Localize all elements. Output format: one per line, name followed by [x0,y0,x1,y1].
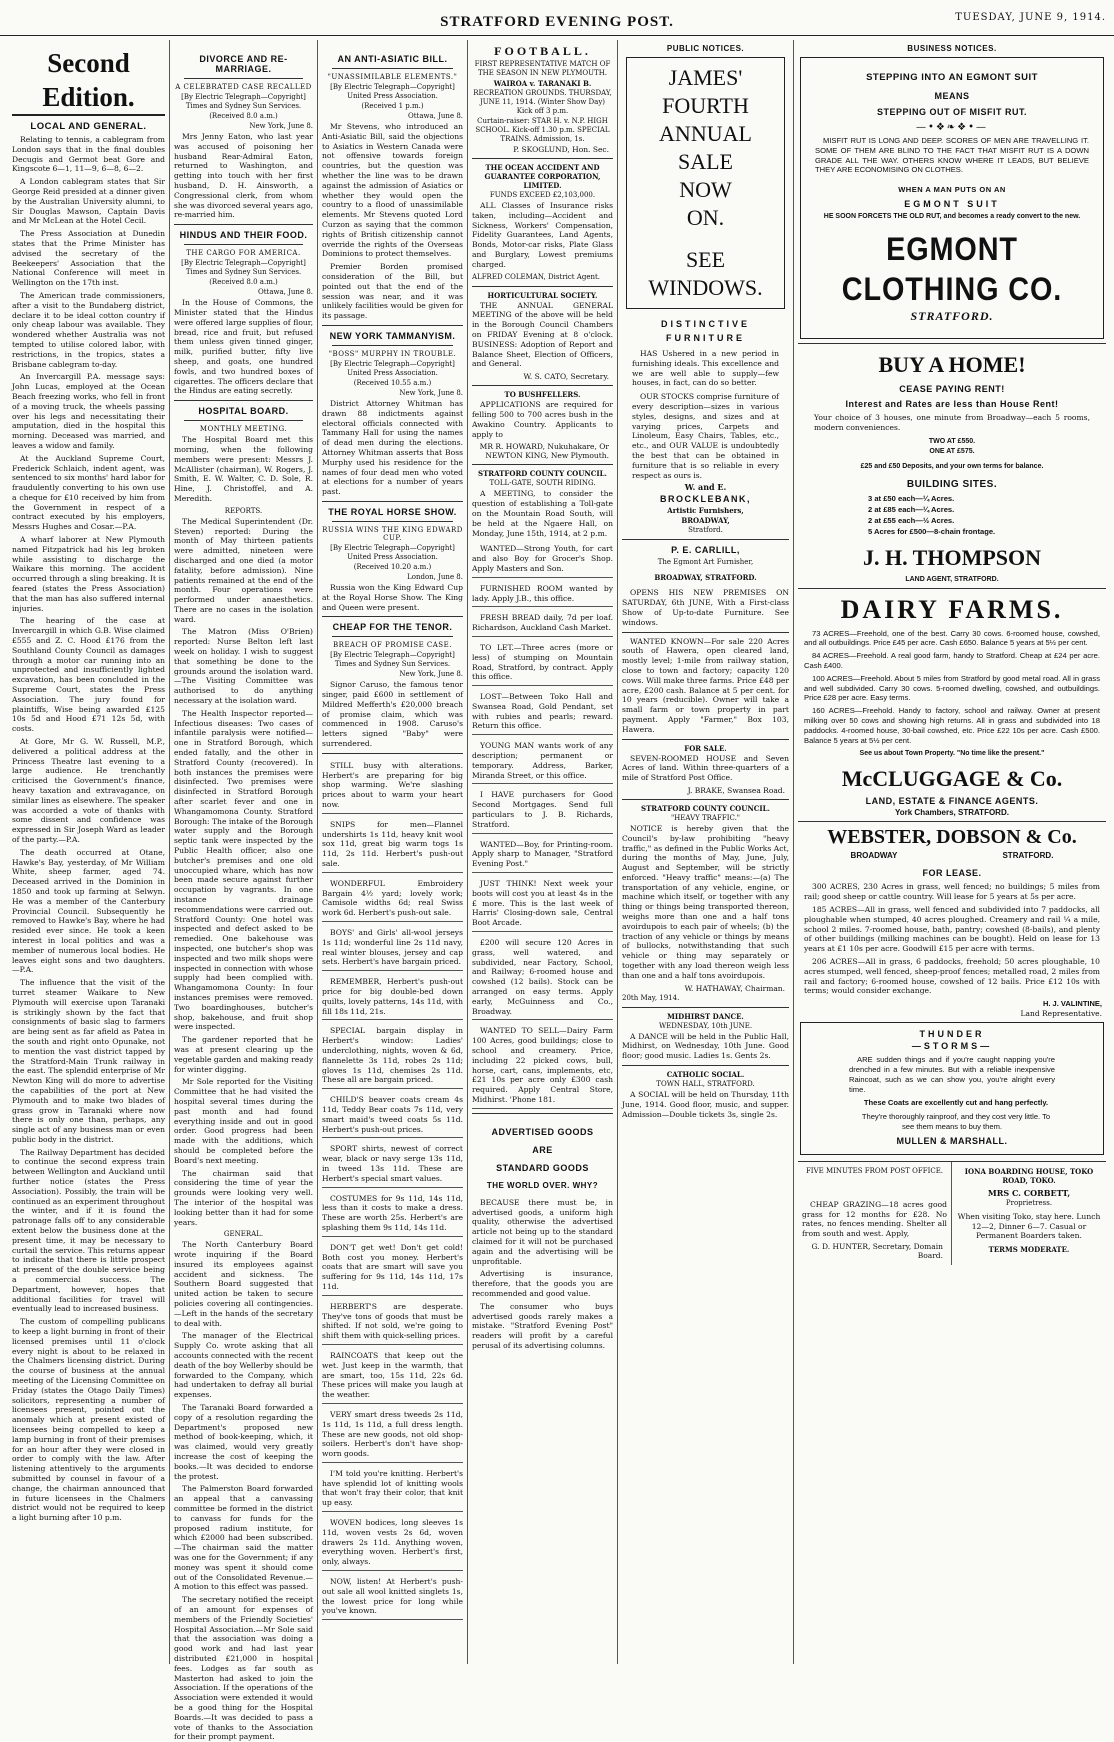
thunder-rainproof: They're thoroughly rainproof, and they cost very little. To see them means to buy them. [861,1112,1051,1131]
brocklebank-street: BROADWAY, [681,516,730,526]
see-windows-line: WINDOWS. [648,275,763,300]
valintine-title: Land Representative. [1020,1009,1102,1019]
article-text: The Hospital Board met this morning, when the following members were present: Messrs J. McAllister (chairman), W. Rogers, J. Smith, E. W. Walter, C. D. Sole, R. Hine, J. Christoffel, and A. Meredith. [174,435,313,503]
dairy-farm-item: 73 ACRES—Freehold, one of the best. Carry 30 cows. 6-roomed house, cowshed, and all outbuildings. Price £45 per acre. Cash £650. Balance 5 years at 5½ per cent. [804,628,1100,648]
dateline: New York, June 8. [249,122,313,130]
public-notices-heading: PUBLIC NOTICES. [666,44,745,53]
egmont-town: STRATFORD. [910,309,994,324]
subhead-russia-wins: RUSSIA WINS THE KING EDWARD CUP. [322,525,463,542]
horticultural-heading: HORTICULTURAL SOCIETY. [487,290,598,300]
two-houses-price: TWO AT £550. [928,437,976,445]
heavy-traffic-heading: "HEAVY TRAFFIC." [670,813,741,822]
received-time: (Received 1 p.m.) [361,102,424,110]
news-paragraph: The hearing of the case at Invercargill in which G.B. Wise claimed £555 and Z. C. Hood £176 from the Southland County Council as damages through a motor car running into an unprotected and insufficiently lighted excavation, has been concluded in the Supreme Court, states the Press Association. The jury found for plaintiffs, Wise being awarded £125 10s 5d and Hood £71 12s 5d, with costs. [12,616,165,734]
bushfellers-text: APPLICATIONS are required for felling 500 to 700 acres bush in the Awakino Country. Applicants to apply to [472,400,613,439]
mccluggage-name: McCLUGGAGE & Co. [841,766,1063,792]
lease-item: 185 ACRES—All in grass, well fenced and subdivided into 7 paddocks, all ploughable when stumped, 40 acres ploughed. Creamery and rail ¼ a mile, school 2 miles. 7-roomed house, bath, pantry; cowshed (8-bails), and plenty of other buildings (milking machines can be bought). Held on lease for 13 years at £1 10s per acre. Goodwill £15 per acre with terms. [804,904,1100,954]
county-council-heading: STRATFORD COUNTY COUNCIL. [641,803,770,813]
furniture-text: OUR STOCKS comprise furniture of every description—sizes in various styles, designs, and sizes and at varying prices, Carpets and Linoleum, Easy Chairs, Tables, etc., etc., and OUR VALUE is undoubtedly the best that can be obtained in furniture that is so reliable in every respect as ours is. [632,392,779,480]
football-title: FOOTBALL. [494,44,591,58]
herberts-ad-item: SPORT shirts, newest of correct wear, black or navy serge 13s 11d, in tweed 13s 11d. These are Herbert's special smart values. [322,1141,463,1187]
egmont-clothing-ad [800,57,1104,339]
column-notices [468,40,618,1664]
news-paragraph: The American trade commissioners, after a visit to the Bundaberg district, declare it to be ideal cotton country if only cheap labour was available. They wondered whether Australia was not tempted to utilise colored labor, with restrictions, in the tropics, states a Brisbane cablegram to-day. [12,290,165,369]
column-cables-2 [318,40,468,1664]
terms-moderate: TERMS MODERATE. [988,1245,1070,1255]
dairy-farm-item: 100 ACRES—Freehold. About 5 miles from Stratford by good metal road. All in grass and well subdivided. Carry 30 cows. 5-roomed dwelling, cowshed, and outbuildings. Price £28 per acre. Easy terms. [804,673,1100,703]
edition-title: Second Edition. [12,46,165,116]
thunder-coats: These Coats are excellently cut and hang perfectly. [863,1098,1049,1108]
article-text: Mr Sole reported for the Visiting Committee that he had visited the hospital several times during the past month and had found everything inside and out in good order. Good progress had been made with the additions, which should be completed before the Board's next meeting. [174,1077,313,1165]
telegraph-credit: [By Electric Telegraph—Copyright] United Press Association. [330,83,455,100]
mullen-marshall: MULLEN & MARSHALL. [896,1135,1008,1146]
news-paragraph: The death occurred at Otane, Hawke's Bay, yesterday, of Mr William White, sheep farmer, aged 74. Deceased arrived in the Dominion in 1850 and took up farming at Selwyn. He was a member of the Canterbury Provincial Council. Subsequently he removed to Hawke's Bay, where he had resided ever since. He took a keen interest in local politics and was a member of numerous local bodies. He leaves eight sons and two daughters. —P.A. [12,847,165,975]
telegraph-credit: [By Electric Telegraph—Copyright] Times and Sydney Sun Services. [181,259,306,277]
received-time: (Received 8.0 a.m.) [209,112,278,120]
insurance-text: ALL Classes of Insurance risks taken, including—Accident and Sickness, Workers' Compensation, Fidelity Guarantees, Land Agents, Bonds, Motor-car risks, Plate Glass and Burglary, Lowest premiums charged. [472,201,613,269]
advertised-text: Advertising is insurance, therefore, that the goods you are recommended and good value. [472,1269,613,1298]
headline-anti-asiatic: AN ANTI-ASIATIC BILL. [337,54,448,64]
egmont-text: MISFIT RUT IS LONG AND DEEP. SCORES OF MEN ARE TRAVELLING IT. SOME OF THEM ARE BLIND TO THE FACT THAT MISFIT RUT IS A DOWN GRADE ALL THE WAY. OTHERS KNOW WHERE IT LEADS, BUT BELIEVE THEY ARE ECONOMISING ON CLOTHES. [815,136,1089,175]
dateline: New York, June 8. [399,388,463,397]
cease-rent: CEASE PAYING RENT! [899,384,1005,394]
dairy-farms-heading: DAIRY FARMS. [840,594,1064,624]
herberts-ad-item: HERBERT'S are desperate. They've tons of goods that must be shifted. If not sold, we're going to shift them with quick-selling prices. [322,1299,463,1345]
catholic-social-venue: TOWN HALL, STRATFORD. [656,1080,755,1089]
herberts-ad-item: RAINCOATS that keep out the wet. Just keep in the warmth, that are smart, too, 15s 11d, 22s 6d. These prices will make you laugh at the weather. [322,1348,463,1404]
classified-ads [472,541,613,1108]
webster-name: WEBSTER, DOBSON & Co. [827,826,1077,849]
headline-hospital-board: HOSPITAL BOARD. [198,406,289,417]
furniture-text: HAS Ushered in a new period in furnishing ideals. This excellence and we are well able to supply—few houses, in fact, can do so better. [632,349,779,388]
article-text: The Palmerston Board forwarded an appeal that a canvassing committee be formed in the district to canvass for funds for the proposed radium institute, for which £2000 had been subscribed.—The chairman said the matter was one for the Government; if any money was spent it should come out of the Consolidated Revenue.—A motion to this effect was passed. [174,1484,313,1592]
received-time: (Received 10.20 a.m.) [353,562,432,571]
brocklebank-initials: W. and E. [684,482,727,493]
news-paragraph: An Invercargill P.A. message says: John Lucas, employed at the Ocean Beach freezing works, who fell in front of a moving truck, the wheels passing over his legs and necessitating their amputation, died in the hospital this morning. Deceased was married, and leaves a widow and family. [12,372,165,450]
advertised-goods-are: ARE [532,1144,553,1155]
headline-divorce: DIVORCE AND RE-MARRIAGE. [199,54,288,74]
midhirst-text: A DANCE will be held in the Public Hall, Midhirst, on Wednesday, 10th June. Good floor; good music. Ladies 1s. Gents 2s. [622,1031,789,1061]
horticultural-text: THE ANNUAL GENERAL MEETING of the above will be held in the Borough Council Chambers on FRIDAY Evening at 8 o'clock. BUSINESS: Adoption of Report and Balance Sheet, Election of Officers, and General. [472,300,613,369]
standard-goods-heading: STANDARD GOODS [496,1162,589,1173]
midhirst-date: WEDNESDAY, 10th JUNE. [658,1021,753,1030]
article-text: In the House of Commons, the Minister stated that the Hindus were offered large supplies of flour, bread, rice and fruit, but refused them unless given tinned ginger, milk, purified butter, fifty live sheep, and goats, one hundred fowls, and two hundred boxes of cigarettes. The officers declare that the Hindus are eating secretly. [174,298,313,396]
advertised-text: The consumer who buys advertised goods rarely makes a mistake. "Stratford Evening Post" readers will profit by a careful perusal of its advertising columns. [472,1301,613,1350]
grazing-text: CHEAP GRAZING—18 acres good grass for 12 months for £28. No rates, no fences mending. Shelter all from south and west. Apply, [802,1199,947,1239]
article-text: The Health Inspector reported—Infectious diseases: Two cases of infantile paralysis were notified—one in Stratford Borough, which ended fatally, and the other in Stratford County (recovered). In both instances the premises were disinfected. Two premises were disinfected in Stratford Borough after scarlet fever and one in Whangamomona County. Stratford Borough: The intake of the Borough water supply and the Borough septic tank were inspected by the Public Health officer, also one butcher's premises and one old unoccupied whare, which has now been made secure against further occupation by vagrants. In one instance drainage recommendations were carried out. Stratford County: One hotel was inspected and defect asked to be remedied. One bakehouse was inspected, one butcher's shop was inspected and two milk shops were inspected in connection with whose supply had been complied with. Whangamomona County: In four instances premises were removed. Two boardinghouses, butcher's shop, bakehouse, and fruit shop were inspected. [174,708,313,1032]
building-sites-list [868,493,1106,537]
herberts-ad-item: CHILD'S beaver coats cream 4s 11d, Teddy Bear coats 7s 11d, very smart maid's tweed coats 5s 11d. Herbert's push-out prices. [322,1092,463,1138]
received-time: (Received 10.55 a.m.) [353,378,432,387]
news-paragraphs [12,135,165,1523]
subhead-breach: BREACH OF PROMISE CASE. [333,641,452,650]
brocklebank-trade: Artistic Furnishers, [667,506,744,516]
insurance-funds: FUNDS EXCEED £2,103,000. [489,191,596,199]
herberts-ad-item: WOVEN bodices, long sleeves 1s 11d, woven vests 2s 6d, woven drawers 2s 11d. Anything woven, everything woven. Herbert's first, only, always. [322,1515,463,1571]
egmont-when: WHEN A MAN PUTS ON AN [898,185,1006,195]
article-text: Russia won the King Edward Cup at the Royal Horse Show. The King and Queen were present. [322,582,463,612]
thompson-name: J. H. THOMPSON [862,544,1042,570]
mccluggage-trade: LAND, ESTATE & FINANCE AGENTS. [865,796,1039,807]
dairy-footer: See us about Town Property. "No time like the present." [859,750,1045,758]
dateline: London, June 8. [407,572,463,581]
herberts-ad-item: SPECIAL bargain display in Herbert's window: Ladies' underclothing, nights, woven & 6d, flannelette 3s 11d, robes 2s 11d; gloves 1s 11d, chemises 2s 11d. These all are bargain priced. [322,1023,463,1089]
article-text: The North Canterbury Board wrote inquiring if the Board insured its employees against accident and sickness. The Southern Board suggested that united action be taken to secure policies covering all contingencies.—Left in the hands of the secretary to deal with. [174,1240,313,1328]
classified-ad-item: WANTED—Strong Youth, for cart and also Boy for Grocer's Shop. Apply Masters and Son. [472,541,613,577]
news-paragraph: At Gore, Mr G. W. Russell, M.P., delivered a political address at the Princess Theatre last evening to a large audience. He trenchantly criticised the Government's finance, heavy taxation and extravagance, on similar lines as elsewhere. The speaker was accorded a vote of thanks with some dissent and confidence was expressed in Sir Joseph Ward as leader of the party.—P.A. [12,737,165,844]
herberts-ad-item: STILL busy with alterations. Herbert's are preparing for big shop warming. We're slashing prices about to warm your heart now. [322,758,463,814]
iona-text: When visiting Toko, stay here. Lunch 12—2, Dinner 6—7. Casual or Permanent Boarders taken. [957,1211,1101,1241]
herberts-ad-item: REMEMBER, Herbert's push-out price for big double-bed down quilts, lovely patterns, 14s 11d, with fill 18s 11d, 21s. [322,974,463,1020]
carlill-name: P. E. CARLILL, [671,545,740,556]
building-site-item: 2 at £55 each—½ Acres. [868,515,955,525]
egmont-means: MEANS [934,91,970,101]
building-site-item: 3 at £50 each—¼ Acres. [868,493,955,503]
building-sites-heading: BUILDING SITES. [906,478,998,490]
classified-ad-item: TO LET.—Three acres (more or less) of stumping on Mountain Road, Stratford, by contract. Apply this office. [472,640,613,686]
egmont-forgets: HE SOON FORCETS THE OLD RUT, and becomes a ready convert to the new. [823,213,1081,221]
webster-street: BROADWAY [850,851,898,861]
football-teams: WAIROA v. TARANAKI B. [493,79,592,88]
bushfellers-heading: TO BUSHFELLERS. [504,390,581,400]
thompson-title: LAND AGENT, STRATFORD. [905,575,999,583]
herberts-ads [322,758,463,1620]
storms-heading: —STORMS— [911,1041,993,1052]
news-paragraph: Relating to tennis, a cablegram from London says that in the final doubles Decugis and Germot beat Gore and Kingscote 6—1, 11—9, 6—8, 6—2. [12,135,165,174]
egmont-headline: STEPPING INTO AN EGMONT SUIT [866,72,1038,83]
see-windows [627,246,784,302]
telegraph-credit: [By Electric Telegraph—Copyright] United Press Association. [330,359,455,377]
midhirst-heading: MIDHIRST DANCE. [667,1011,744,1021]
article-text: The Medical Superintendent (Dr. Steven) reported: During the month of May thirteen patients were admitted, nineteen were discharged and one died (a motor fatality, before admission). Nine patients remained at the end of the month. Four operations were performed under anaesthetics. There are no cases in the isolation ward. [174,516,313,624]
horticultural-secretary: W. S. CATO, Secretary. [523,372,609,382]
subhead-murphy: "BOSS" MURPHY IN TROUBLE. [328,349,457,358]
building-site-item: 2 at £85 each—¼ Acres. [868,504,955,514]
article-text: Premier Borden promised consideration of the Bill, but pointed out that the end of the session was near, and it was unlikely facilities would be given for its passage. [322,262,463,321]
brocklebank-town: Stratford. [688,526,723,535]
column-business-notices [794,40,1110,1664]
news-paragraph: The Railway Department has decided to continue the second express train between Wellington and Auckland until further notice (states the Press Association). Possibly, the train will be continued as an experiment throughout the winter, and if it is found the patronage falls off to any considerable extent below the business done at the present time, it may be necessary to curtail the service. This returns appear to indicate that there is little prospect at present of the double service being a commercial success. The Department, however, hopes that additional facilities for travel will eventually lead to increased business. [12,1147,165,1314]
james-sale-line: ANNUAL [659,121,752,146]
deposits-text: £25 and £50 Deposits, and your own terms for balance. [860,462,1044,470]
dateline: Ottawa, June 8. [257,288,313,297]
football-secretary: P. SKOGLUND, Hon. Sec. [513,145,609,154]
headline-tenor: CHEAP FOR THE TENOR. [332,622,453,633]
ornament-divider: —•❖❧❖•— [915,122,989,133]
egmont-misfit: STEPPING OUT OF MISFIT RUT. [876,107,1027,117]
column-local-general [8,40,170,1664]
heavy-traffic-text: NOTICE is hereby given that the Council's by-law prohibiting "heavy traffic," as defined in the Public Works Act, during the months of May, June, July, August and September, will be strictly enforced. "Heavy traffic" means:—(a) The transportation of any vehicle, engine, or machine which itself, or together with any thing or things being transported thereon, weighs more than one and a half tons avoirdupois to each pair of wheels; (b) the traction of any vehicle or things by means of bullocks, notwithstanding that such vehicle or thing may separately or together with any load thereon weigh less than one and a half tons avoirdupois. [622,823,789,980]
insurance-agent: ALFRED COLEMAN, District Agent. [472,272,601,281]
news-paragraph: The custom of compelling publicans to keep a light burning in front of their licensed premises until 11 o'clock every night is about to be relaxed in the Chalmers licensing district. During the course of business at the annual meeting of the Licensing Committee on Friday (states the Otago Daily Times) solicitors, representing a number of licensees present, pointed out the anomaly which at present existed of licensees being compelled to keep a lamp burning in front of their premises for an hour after they were closed in order to comply with the law. After listening attentively to the arguments submitted by counsel in favour of a change, the chairman announced that in future licensees in the Chalmers district would not be required to keep a light burning after 10 p.m. [12,1317,165,1523]
headline-tammany: NEW YORK TAMMANYISM. [329,330,456,341]
classified-ad-item: LOST—Between Toko Hall and Swansea Road, Gold Pendant, set with rubies and pearls; reward. Return this office. [472,689,613,735]
james-sale-line: JAMES' [668,65,743,90]
article-text: Signor Caruso, the famous tenor singer, paid £600 in settlement of Mildred Mefferth's £20,000 breach of promise claim, which was commenced in 1908. Caruso's letters signed "Baby" were surrendered. [322,680,463,749]
column-public-notices [618,40,794,1664]
mccluggage-address: York Chambers, STRATFORD. [895,808,1009,818]
lease-item: 300 ACRES, 230 Acres in grass, well fenced; no buildings; 5 miles from rail; good sheep or cattle country. Will lease for 5 years at 5s per acre. [804,882,1100,902]
houses-text: Your choice of 3 houses, one minute from Broadway—each 5 rooms, modern conveniences. [814,413,1090,432]
article-text: District Attorney Whitman has drawn 88 indictments against electoral officials connected with Tammany Hall for using the names of dead men during the elections. Attorney Whitman asserts that Boss Murphy used his residence for the names of four dead men who voted at elections for a number of years past. [322,398,463,497]
news-paragraph: The influence that the visit of the turret steamer Waikare to New Plymouth will exercise upon Taranaki is strikingly shown by the fact that consignments of basic slag to farmers are being sent as far afield as Patea in the south and right onto Opunake, not to mention the vast district tapped by the Stratford-Main Trunk railway in the east. The splendid enterprise of Mr Newton King will do more to advertise the capabilities of the port at New Plymouth and to make two blades of grass grow in Taranaki where now there is only one than, perhaps, any single act of any business man or even public body in the district. [12,978,165,1144]
james-sale-line: NOW [679,177,732,202]
tollgate-heading: TOLL-GATE, SOUTH RIDING. [489,479,596,488]
masthead [0,0,1114,36]
for-sale-heading: FOR SALE. [684,743,727,753]
herberts-ad-item: NOW, listen! At Herbert's push-out sale all wool knitted singlets 1s, the lowest price for long while you've known. [322,1574,463,1620]
webster-town: STRATFORD. [1002,851,1054,861]
interest-rates: Interest and Rates are less than House Rent! [845,399,1059,409]
iona-heading: IONA BOARDING HOUSE, TOKO ROAD, TOKO. [964,1166,1094,1185]
herberts-ad-item: SNIPS for men—Flannel undershirts 1s 11d, heavy knit wool sox 11d, great big warm togs 1s 11d, 2s 11d. Herbert's push-out sale. [322,817,463,873]
dateline: New York, June 8. [399,670,463,679]
article-text: The Matron (Miss O'Brien) reported: Nurse Belton left last week on holiday. I wish to suggest that something be done to the grounds around the isolation ward.—The Visiting Committee was authorised to do anything necessary at the isolation ward. [174,627,313,706]
for-sale-contact: J. BRAKE, Swansea Road. [687,785,785,795]
five-minutes-heading: FIVE MINUTES FROM POST OFFICE. [805,1166,944,1175]
for-sale-text: SEVEN-ROOMED HOUSE and Seven Acres of land. Within three-quarters of a mile of Stratford Post Office. [622,753,789,783]
classified-ad-item: FRESH BREAD daily, 7d per loaf. Richardson, Auckland Cash Market. [472,610,613,637]
corbett-name: MRS C. CORBETT, [987,1187,1071,1198]
headline-hindus: HINDUS AND THEIR FOOD. [179,230,308,241]
article-text: The gardener reported that he was at present clearing up the vegetable garden and making ready for winter digging. [174,1035,314,1074]
news-paragraph: At the Auckland Supreme Court, Frederick Schlaich, indent agent, was sentenced to six months' hard labor for fraudulently converting to his own use a cheque for £10 received by him from the Government in respect of a contract executed by his employers, Messrs Hughes and Cosar.—P.A. [12,453,165,532]
news-paragraph: A London cablegram states that Sir George Reid presided at a dinner given by the Australian University alumni, to Sir Douglas Mawson, Captain Davis and Mr McLean at the Hotel Cecil. [12,177,165,226]
valintine-name: H. J. VALINTINE, [1042,999,1102,1009]
article-text: The Taranaki Board forwarded a copy of a resolution regarding the Department's proposed new method of book-keeping, which, it was claimed, would very greatly increase the cost of keeping the books.—It was decided to endorse the protest. [174,1403,313,1481]
subhead-monthly-meeting: MONTHLY MEETING. [199,425,288,434]
james-sale-line: FOURTH [662,93,749,118]
issue-date: TUESDAY, JUNE 9, 1914. [955,12,1106,23]
subhead-reports: REPORTS. [224,506,263,515]
buy-a-home-heading: BUY A HOME! [878,352,1026,377]
football-ground: RECREATION GROUNDS. THURSDAY, JUNE 11, 1914. (Winter Show Day) Kick off 3 p.m. [473,89,612,115]
james-sale-line: SALE [678,149,733,174]
herberts-ad-item: WONDERFUL Embroidery Bargain 4½ yard; lovely work; Camisole widths 6d; real Swiss work 6d. Herbert's push-out sale. [322,876,463,922]
dairy-farms-list [798,629,1106,746]
herberts-ad-item: VERY smart dress tweeds 2s 11d, 1s 11d, 1s 11d, a full dress length. These are new goods, not old shop-soilers. Herbert's don't have shop-worn goods. [322,1407,463,1463]
catholic-social-heading: CATHOLIC SOCIAL. [666,1070,745,1080]
telegraph-credit: [By Electric Telegraph—Copyright] Times and Sydney Sun Services. [181,93,306,110]
egmont-logo: EGMONT CLOTHING CO. [841,231,1063,308]
carlill-address: BROADWAY, STRATFORD. [654,573,757,583]
heavy-traffic-chairman: W. HATHAWAY, Chairman. [684,983,785,993]
wanted-known-ad: WANTED KNOWN—For sale 220 Acres south of Hawera, open cleared land, mostly level; 1-mile from railway station, close to town and factory; capacity 120 cows. Will make three farms. Price £48 per acre, £200 cash. Balance at 5 per cent. for 10 years (reducible). Owner will take a small farm or town property in part payment. Apply "Farmer," Box 103, Hawera. [622,636,789,734]
article-text: The manager of the Electrical Supply Co. wrote asking that all accounts connected with the recent death of the boy Wellerby should be forwarded to the Company, which had undertaken to defray all burial expenses. [174,1331,313,1400]
received-time: (Received 8.0 a.m.) [209,278,278,287]
subhead-cargo: THE CARGO FOR AMERICA. [186,249,301,258]
thunder-heading: THUNDER [919,1029,985,1040]
article-text: The chairman said that considering the time of year the grounds were looking very well. The interior of the hospital was looking better than it had for some years. [174,1168,313,1227]
classified-ad-item: YOUNG MAN wants work of any description; permanent or temporary. Address, Barker, Miranda Street, or this office. [472,738,613,784]
classified-ad-item: JUST THINK! Next week your boots will cost you at least 4s in the £ more. This is the last week of Harris' Closing-down sale, Central Boot Arcade. [472,876,613,932]
classified-ad-item: WANTED TO SELL—Dairy Farm 100 Acres, good buildings; close to school and creamery. Price, including 22 picked cows, bull, horse, cart, cans, implements, etc, £21 10s per acre only £300 cash required. Apply Central Store, Midhirst. 'Phone 181. [472,1023,613,1108]
subhead-unassimilable: "UNASSIMILABLE ELEMENTS." [327,73,458,81]
herberts-ad-item: COSTUMES for 9s 11d, 14s 11d, less than it costs to make a dress. These are worth 25s. Herbert's are splashing them 9s 11d, 14s 11d. [322,1191,463,1237]
james-sale-line: ON. [686,205,725,230]
james-sale-ad [627,64,784,232]
football-curtain-raiser: Curtain-raiser: STAR H. v. N.P. HIGH SCHOOL. Kick-off 1.30 p.m. SPECIAL TRAINS. Admission, 1s. [475,117,610,143]
egmont-suit: EGMONT SUIT [904,199,1000,210]
classified-ad-item: I HAVE purchasers for Good Second Mortgages. Send full particulars to J. B. Richards, Stratford. [472,787,613,833]
news-paragraph: A wharf laborer at New Plymouth named Fitzpatrick had his leg broken while assisting to discharge the Waikare this morning. The accident occurred through a sling breaking. It is feared (states the Press Association) that the man has also suffered internal injuries. [12,535,165,613]
subhead-celebrated-case: A CELEBRATED CASE RECALLED [175,83,312,91]
article-text: Mr Stevens, who introduced an Anti-Asiatic Bill, said the objections to Asiatics in Western Canada were not offensive towards foreign countries, but the question was whether the line was to be drawn against the admission of Asiatics or whether they would open the country to a flood of unassimilable elements. Mr Stevens quoted Lord Curzon as saying that the common rights of British citizenship cannot override the rights of the Overseas Dominions to protect themselves. [322,122,463,259]
heavy-traffic-date: 20th May, 1914. [622,993,680,1002]
herberts-ad-item: I'M told you're knitting. Herbert's have splendid lot of knitting wools that won't fray their color, that knit up easy. [322,1466,463,1512]
brocklebank-name: BROCKLEBANK, [660,494,751,505]
article-text: The secretary notified the receipt of an amount for expenses of members of the Friendly Societies' Hospital Association.—Mr Sole said that the association was doing a good work and had last year distributed £21,000 in hospital fees. Lodges as far south as Masterton had asked to join the Association. If the operations of the Association were extended it would be a good thing for the Hospital Boards.—It was decided to pass a vote of thanks to the Association for their prompt payment. [174,1595,313,1742]
dairy-farm-item: 160 ACRES—Freehold. Handy to factory, school and railway. Owner at present milking over 50 cows and showing high returns. All in grass and subdivided into 18 paddocks. 4-roomed house, 30-bail cowshed, etc. Price £22 10s per acre. Cash £500. Balance 5 years at 5½ per cent. [804,706,1100,745]
football-heading: FIRST REPRESENTATIVE MATCH OF THE SEASON IN NEW PLYMOUTH. [474,60,611,77]
advertised-goods-heading: ADVERTISED GOODS [491,1126,594,1137]
herberts-ad-item: DON'T get wet! Don't get cold! Both cost you money. Herbert's coats that are smart will save you suffering for 9s 11d, 14s 11d, 17s 11d. [322,1240,463,1296]
classified-ad-item: WANTED—Boy, for Printing-room. Apply sharp to Manager, "Stratford Evening Post." [472,837,613,873]
building-site-item: 5 Acres for £500—8-chain frontage. [868,526,996,536]
advertised-text: BECAUSE there must be, in advertised goods, a uniform high quality, otherwise the advertised article not being up to the standard claimed for it will not be purchased again and the advertising will be unprofitable. [472,1197,613,1266]
carlill-text: OPENS HIS NEW PREMISES ON SATURDAY, 6th JUNE, With a First-class Show of Up-to-date Furniture. See windows. [622,588,789,627]
column-cables [170,40,318,1742]
distinctive-furniture-heading: DISTINCTIVE FURNITURE [660,319,750,343]
headline-horse-show: THE ROYAL HORSE SHOW. [328,506,457,517]
business-notices-heading: BUSINESS NOTICES. [907,44,997,53]
classified-ad-item: £200 will secure 120 Acres in grass, well watered, and subdivided, near Factory, School, and Railway; 6-roomed house and cowshed (12 bails). Stock can be arranged on easy terms. Apply early, McGuinness and Co., Broadway. [472,935,613,1020]
carlill-trade: The Egmont Art Furnisher, [657,558,754,567]
insurance-heading: THE OCEAN ACCIDENT AND GUARANTEE CORPORATION, LIMITED. [484,163,601,190]
county-council-heading: STRATFORD COUNTY COUNCIL. [478,469,607,479]
subhead-general: GENERAL. [223,1230,264,1239]
grazing-contact: G. D. HUNTER, Secretary, Domain Board. [811,1241,943,1260]
one-house-price: ONE AT £575. [929,447,975,455]
tollgate-text: A MEETING, to consider the question of establishing a Toll-gate on the Mountain Road South, will be held at the Ngaere Hall, on Monday, June 15th, 1914, at 2 p.m. [472,489,613,538]
world-over-heading: THE WORLD OVER. WHY? [486,1180,599,1190]
thunder-storms-ad [800,1022,1104,1155]
lease-list [798,882,1106,996]
classified-ad-item: FURNISHED ROOM wanted by lady. Apply J.B., this office. [472,581,613,608]
bushfellers-contact: MR R. HOWARD, Nukuhakare, Or NEWTON KING, New Plymouth. [479,442,609,461]
dateline: Ottawa, June 8. [407,112,463,120]
telegraph-credit: [By Electric Telegraph—Copyright] United Press Association. [330,543,455,561]
catholic-social-text: A SOCIAL will be held on Thursday, 11th June, 1914. Good floor, music, and supper. Admission—Double tickets 3s, single 2s. [622,1090,789,1119]
article-text: Mrs Jenny Eaton, who last year was accused of poisoning her husband Rear-Admiral Eaton, returned to Washington, and getting into touch with her first husband, D. H. Ainsworth, a Congressional clerk, from whom she was divorced several years ago, re-married him. [174,132,313,220]
section-heading: LOCAL AND GENERAL. [30,121,147,132]
paper-title: STRATFORD EVENING POST. [440,14,674,30]
dairy-farm-item: 84 ACRES—Freehold. A real good farm, handy to Stratford. Cheap at £24 per acre. Cash £400. [804,651,1100,670]
herberts-ad-item: BOYS' and Girls' all-wool jerseys 1s 11d; wonderful line 2s 11d navy, real winter blouses, jersey and cap sets. Herbert's have bargain priced. [322,925,463,971]
lease-item: 206 ACRES—All in grass, 6 paddocks, freehold; 50 acres ploughable, 10 acres stumped, well fenced, sheep-proof fences; metalled road, 2 miles from rail and factory; 6-roomed house, cowshed of 12 bails. Price £12 10s with terms; would consider exchange. [804,956,1100,996]
thunder-text: ARE sudden things and if you're caught napping you're drenched in a few minutes. But with a reliable inexpensive Raincoat, such as we can show you, you're alright every time. [849,1055,1055,1094]
telegraph-credit: [By Electric Telegraph—Copyright] Times and Sydney Sun Services. [330,651,455,669]
for-lease-heading: FOR LEASE. [922,868,982,879]
news-paragraph: The Press Association at Dunedin states that the Prime Minister has advised the secretary of the Beekeepers' Association that the National Conference will meet in Wellington on the 17th inst. [12,229,165,288]
see-windows-line: SEE [685,247,726,272]
proprietress: Proprietress. [1005,1198,1053,1207]
